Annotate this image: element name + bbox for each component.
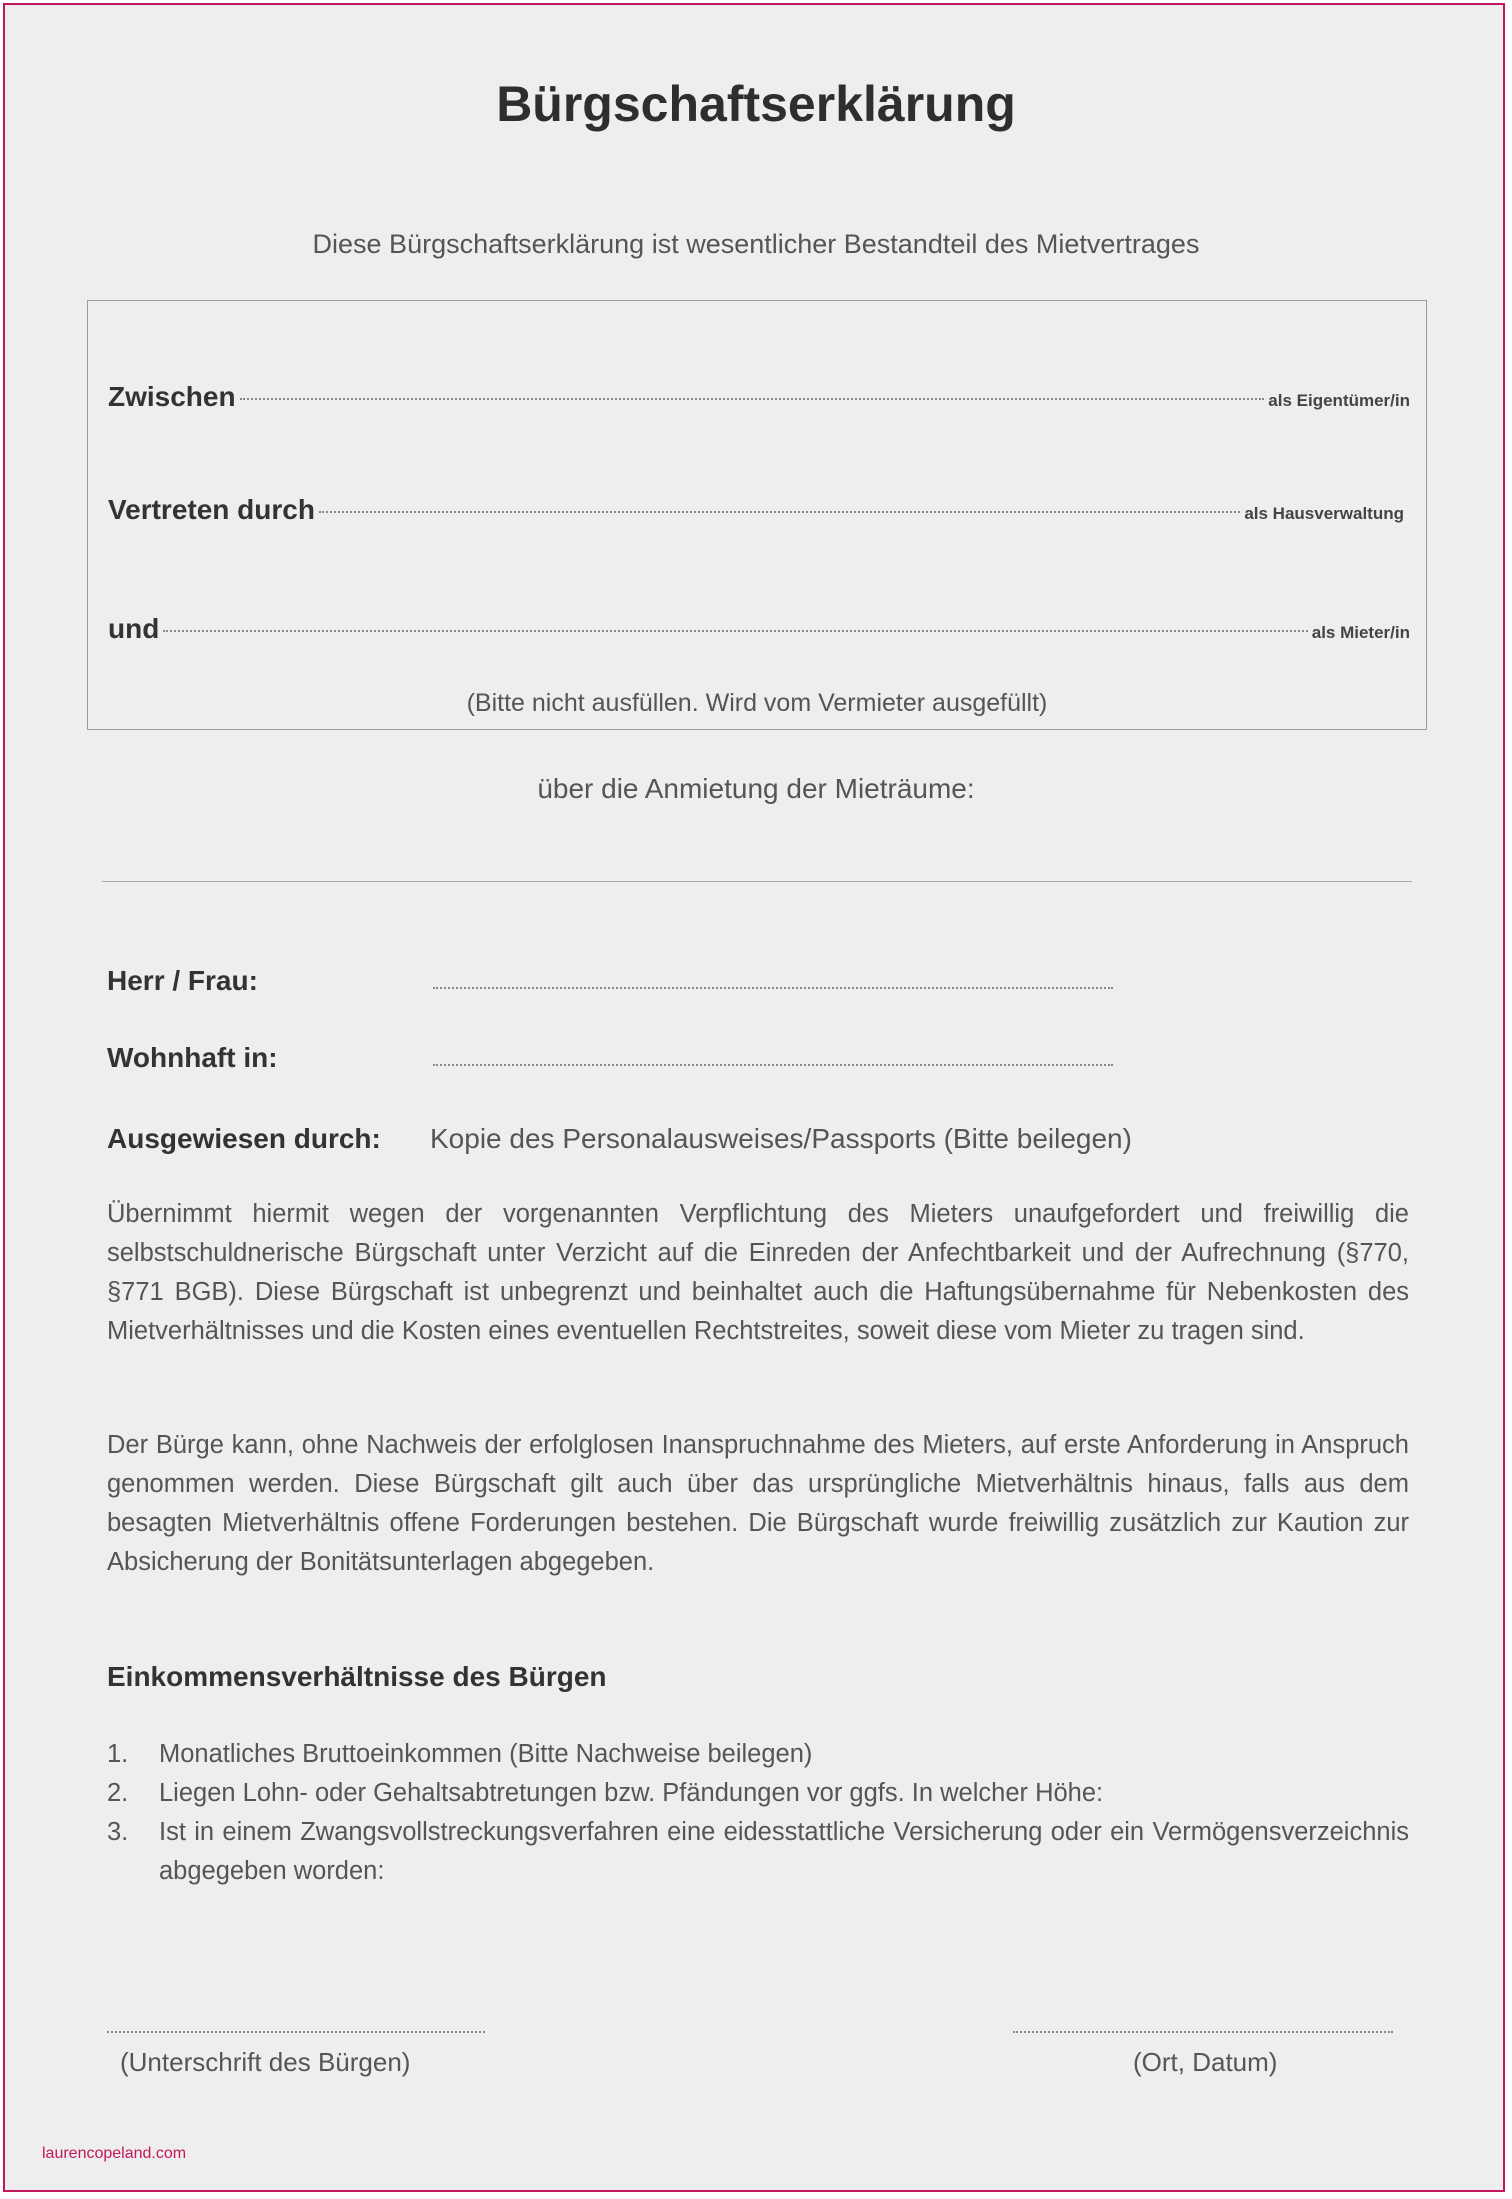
list-number: 3.: [107, 1818, 129, 1846]
id-value: Kopie des Personalausweises/Passports (Bitte beilegen): [430, 1123, 1132, 1154]
income-heading: Einkommensverhältnisse des Bürgen: [107, 1661, 607, 1692]
party-role: als Eigentümer/in: [1268, 391, 1410, 410]
income-list: [107, 1735, 1409, 1891]
list-text: Ist in einem Zwangsvollstreckungsverfahren eine eidesstattliche Versicherung oder ein Vermögensverzeichnis abgegeben worden:: [159, 1818, 1409, 1885]
list-number: 2.: [107, 1779, 129, 1807]
list-text: Liegen Lohn- oder Gehaltsabtretungen bzw. Pfändungen vor ggfs. In welcher Höhe:: [159, 1779, 1104, 1807]
list-item: [107, 1774, 1409, 1813]
id-label: Ausgewiesen durch:: [107, 1123, 381, 1154]
fill-in-dots[interactable]: [240, 398, 1265, 400]
list-text: Monatliches Bruttoeinkommen (Bitte Nachweise beilegen): [159, 1740, 813, 1768]
list-item: [107, 1813, 1409, 1891]
place-date-label: (Ort, Datum): [1133, 2047, 1278, 2077]
paragraph-claim: Der Bürge kann, ohne Nachweis der erfolglosen Inanspruchnahme des Mieters, auf erste Anforderung in Anspruch genommen werden. Diese Bürgschaft gilt auch über das ursprüngliche Mietverhältnis hinaus, falls aus dem besagten Mietverhältnis offene Forderungen bestehen. Die Bürgschaft wurde freiwillig zusätzlich zur Kaution zur Absicherung der Bonitätsunterlagen abgegeben.: [107, 1431, 1409, 1576]
signature-label: (Unterschrift des Bürgen): [120, 2047, 411, 2077]
name-field[interactable]: [433, 987, 1113, 989]
name-label: Herr / Frau:: [107, 965, 258, 996]
party-role: als Hausverwaltung: [1244, 504, 1404, 523]
party-role: als Mieter/in: [1311, 623, 1410, 642]
residence-label: Wohnhaft in:: [107, 1042, 278, 1073]
party-label: und: [108, 613, 160, 644]
divider-line: [102, 881, 1412, 882]
signature-line[interactable]: [107, 2031, 485, 2033]
document-page: [3, 3, 1505, 2192]
paragraph-guarantee: Übernimmt hiermit wegen der vorgenannten Verpflichtung des Mieters unaufgefordert und freiwillig die selbstschuldnerische Bürgschaft unter Verzicht auf die Einreden der Anfechtbarkeit und der Aufrechnung (§770, §771 BGB). Diese Bürgschaft ist unbegrenzt und beinhaltet auch die Haftungsübernahme für Nebenkosten des Mietverhältnisses und die Kosten eines eventuellen Rechtstreites, soweit diese vom Mieter zu tragen sind.: [107, 1200, 1409, 1345]
place-date-line[interactable]: [1013, 2031, 1393, 2033]
party-label: Zwischen: [108, 381, 236, 412]
box-note: (Bitte nicht ausfüllen. Wird vom Vermieter ausgefüllt): [466, 689, 1048, 717]
document-subtitle: Diese Bürgschaftserklärung ist wesentlicher Bestandteil des Mietvertrages: [312, 229, 1200, 259]
party-label: Vertreten durch: [108, 494, 315, 525]
fill-in-dots[interactable]: [319, 511, 1240, 513]
residence-field[interactable]: [433, 1064, 1113, 1066]
parties-box: [87, 300, 1427, 730]
party-line-tenant: [108, 613, 1410, 645]
document-title: Bürgschaftserklärung: [496, 76, 1016, 132]
party-line-owner: [108, 381, 1410, 413]
party-line-management: [108, 494, 1404, 526]
watermark: laurencopeland.com: [42, 2145, 187, 2162]
rental-title: über die Anmietung der Mieträume:: [537, 773, 975, 804]
list-item: [107, 1735, 1409, 1774]
fill-in-dots[interactable]: [163, 630, 1307, 632]
list-number: 1.: [107, 1740, 129, 1768]
